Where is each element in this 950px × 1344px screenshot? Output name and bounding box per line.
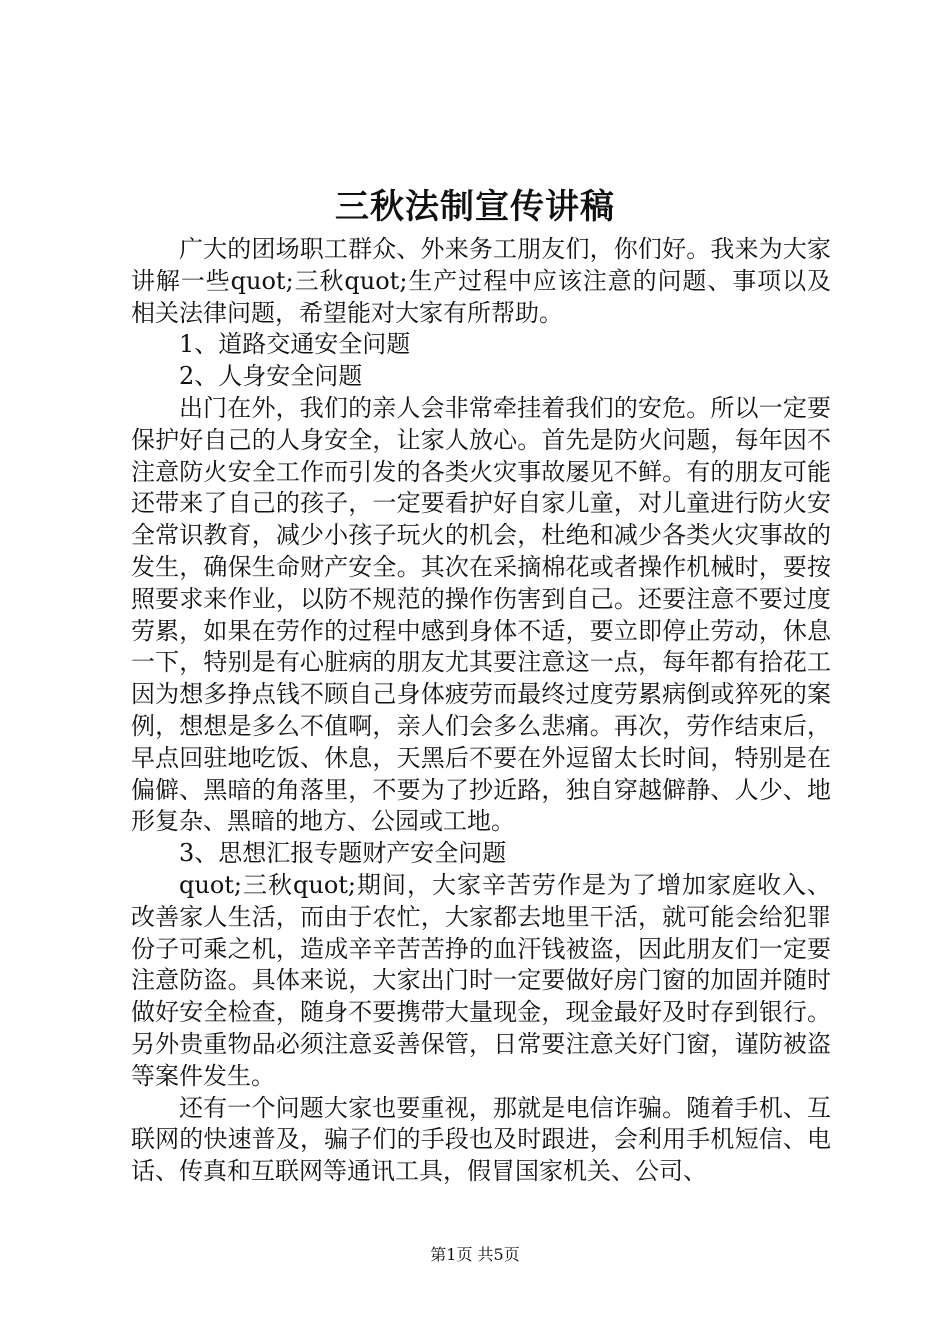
paragraph-intro: 广大的团场职工群众、外来务工朋友们，你们好。我来为大家讲解一些quot;三秋quot;生产过程中应该注意的问题、事项以及相关法律问题，希望能对大家有所帮助。	[131, 235, 831, 327]
heading-traffic-safety: 1、道路交通安全问题	[179, 330, 411, 359]
heading-property-safety: 3、思想汇报专题财产安全问题	[179, 839, 507, 868]
paragraph-personal-safety: 出门在外，我们的亲人会非常牵挂着我们的安危。所以一定要保护好自己的人身安全，让家人放心。首先是防火问题，每年因不注意防火安全工作而引发的各类火灾事故屡见不鲜。有的朋友可能还带来了自己的孩子，一定要看护好自家儿童，对儿童进行防火安全常识教育，减少小孩子玩火的机会，杜绝和减少各类火灾事故的发生，确保生命财产安全。其次在采摘棉花或者操作机械时，要按照要求来作业，以防不规范的操作伤害到自己。还要注意不要过度劳累，如果在劳作的过程中感到身体不适，要立即停止劳动，休息一下，特别是有心脏病的朋友尤其要注意这一点，每年都有拾花工因为想多挣点钱不顾自己身体疲劳而最终过度劳累病倒或猝死的案例，想想是多么不值啊，亲人们会多么悲痛。再次，劳作结束后，早点回驻地吃饭、休息，天黑后不要在外逗留太长时间，特别是在偏僻、黑暗的角落里，不要为了抄近路，独自穿越僻静、人少、地形复杂、黑暗的地方、公园或工地。	[131, 393, 831, 836]
heading-personal-safety: 2、人身安全问题	[179, 362, 363, 391]
document-body	[131, 234, 831, 1188]
document-title: 三秋法制宣传讲稿	[335, 187, 615, 227]
paragraph-telecom-fraud: 还有一个问题大家也要重视，那就是电信诈骗。随着手机、互联网的快速普及，骗子们的手段也及时跟进，会利用手机短信、电话、传真和互联网等通讯工具，假冒国家机关、公司、	[131, 1093, 831, 1186]
paragraph-property-safety: quot;三秋quot;期间，大家辛苦劳作是为了增加家庭收入、改善家人生活，而由于农忙，大家都去地里干活，就可能会给犯罪份子可乘之机，造成辛辛苦苦挣的血汗钱被盗，因此朋友们一定要注意防盗。具体来说，大家出门时一定要做好房门窗的加固并随时做好安全检查，随身不要携带大量现金，现金最好及时存到银行。另外贵重物品必须注意妥善保管，日常要注意关好门窗，谨防被盗等案件发生。	[131, 870, 831, 1090]
page-footer: 第1页 共5页	[430, 1245, 520, 1264]
